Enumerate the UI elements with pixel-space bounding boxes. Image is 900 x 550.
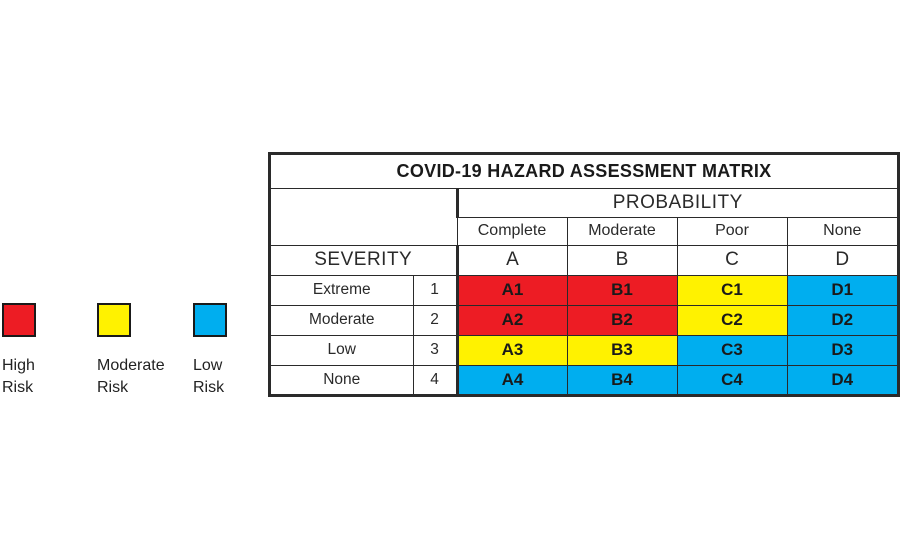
severity-num-2: 2 [413,305,457,335]
legend-label-high: High Risk [2,357,35,396]
risk-cell-c2: C2 [677,305,787,335]
prob-name-b: Moderate [567,217,677,245]
severity-num-4: 4 [413,365,457,394]
severity-label-none: None [271,365,413,394]
legend-label-low: Low Risk [193,357,225,396]
severity-letter-row [271,245,897,275]
matrix-table [271,155,897,394]
legend-moderate-risk [97,303,197,399]
matrix-row [271,335,897,365]
risk-cell-b2: B2 [567,305,677,335]
severity-num-1: 1 [413,275,457,305]
prob-name-a: Complete [457,217,567,245]
prob-name-d: None [787,217,897,245]
severity-label-moderate: Moderate [271,305,413,335]
risk-cell-c1: C1 [677,275,787,305]
risk-cell-b4: B4 [567,365,677,394]
prob-letter-b: B [567,245,677,275]
risk-cell-c4: C4 [677,365,787,394]
matrix-title: COVID-19 HAZARD ASSESSMENT MATRIX [271,155,897,188]
severity-label-low: Low [271,335,413,365]
matrix-row [271,275,897,305]
matrix-row [271,365,897,394]
severity-num-3: 3 [413,335,457,365]
hazard-matrix [268,152,900,397]
risk-cell-a1: A1 [457,275,567,305]
risk-cell-b3: B3 [567,335,677,365]
severity-header: SEVERITY [271,245,457,275]
risk-cell-d1: D1 [787,275,897,305]
severity-label-extreme: Extreme [271,275,413,305]
probability-row [271,188,897,217]
risk-cell-a4: A4 [457,365,567,394]
legend-swatch-high [2,303,36,337]
blank-header-cell [271,188,457,245]
risk-cell-a3: A3 [457,335,567,365]
title-row [271,155,897,188]
legend-high-risk [2,303,102,399]
legend-swatch-low [193,303,227,337]
legend-swatch-moderate [97,303,131,337]
risk-cell-c3: C3 [677,335,787,365]
prob-letter-c: C [677,245,787,275]
risk-cell-d3: D3 [787,335,897,365]
risk-cell-a2: A2 [457,305,567,335]
risk-cell-b1: B1 [567,275,677,305]
legend-label-moderate: Moderate Risk [97,357,165,396]
prob-name-c: Poor [677,217,787,245]
prob-letter-a: A [457,245,567,275]
risk-cell-d2: D2 [787,305,897,335]
risk-cell-d4: D4 [787,365,897,394]
matrix-row [271,305,897,335]
prob-letter-d: D [787,245,897,275]
probability-header: PROBABILITY [457,188,897,217]
